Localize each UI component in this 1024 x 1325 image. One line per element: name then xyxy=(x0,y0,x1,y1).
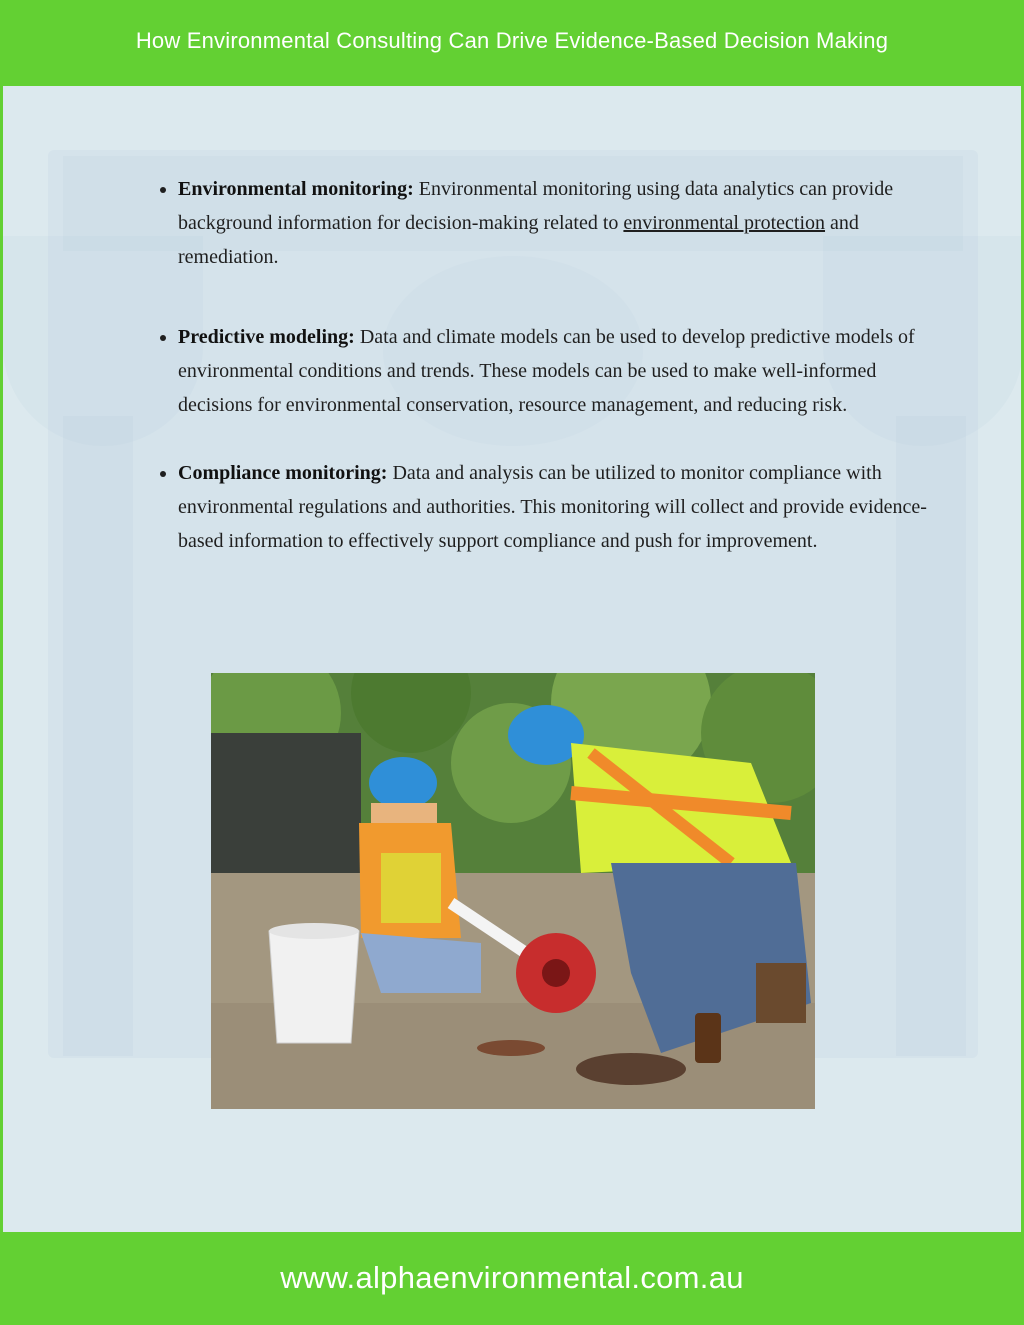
page-title: How Environmental Consulting Can Drive Evidence-Based Decision Making xyxy=(135,28,889,53)
page-footer xyxy=(0,1234,1024,1325)
list-item-compliance-monitoring xyxy=(178,456,938,558)
list-item-predictive-modeling xyxy=(178,320,938,422)
bullet-text: Data and analysis can be utilized to monitor compliance with environmental regulations and authorities. This monitoring will collect and provide evidence-based information to effectively support compliance and push for improvement. xyxy=(178,462,927,552)
field-workers-photo xyxy=(211,673,815,1109)
bullet-term: Environmental monitoring: xyxy=(178,178,414,200)
list-item-environmental-monitoring xyxy=(178,172,938,274)
bullet-term: Predictive modeling: xyxy=(178,326,355,348)
page-header xyxy=(0,0,1024,84)
bullet-list xyxy=(153,172,938,558)
website-link[interactable]: www.alphaenvironmental.com.au xyxy=(280,1259,744,1295)
content-area xyxy=(3,86,1021,1232)
bullet-text: and remediation. xyxy=(178,212,859,268)
bullet-term: Compliance monitoring: xyxy=(178,462,388,484)
watermark-column xyxy=(63,416,133,1056)
bullet-text: Data and climate models can be used to develop predictive models of environmental conditions and trends. These models can be used to make well-informed decisions for environmental conservation, resource management, and reducing risk. xyxy=(178,326,915,416)
bullet-text: Environmental monitoring using data analytics can provide background information for decision-making related to xyxy=(178,178,894,234)
photo-illustration xyxy=(211,673,815,1109)
environmental-protection-link[interactable]: environmental protection xyxy=(623,212,826,234)
